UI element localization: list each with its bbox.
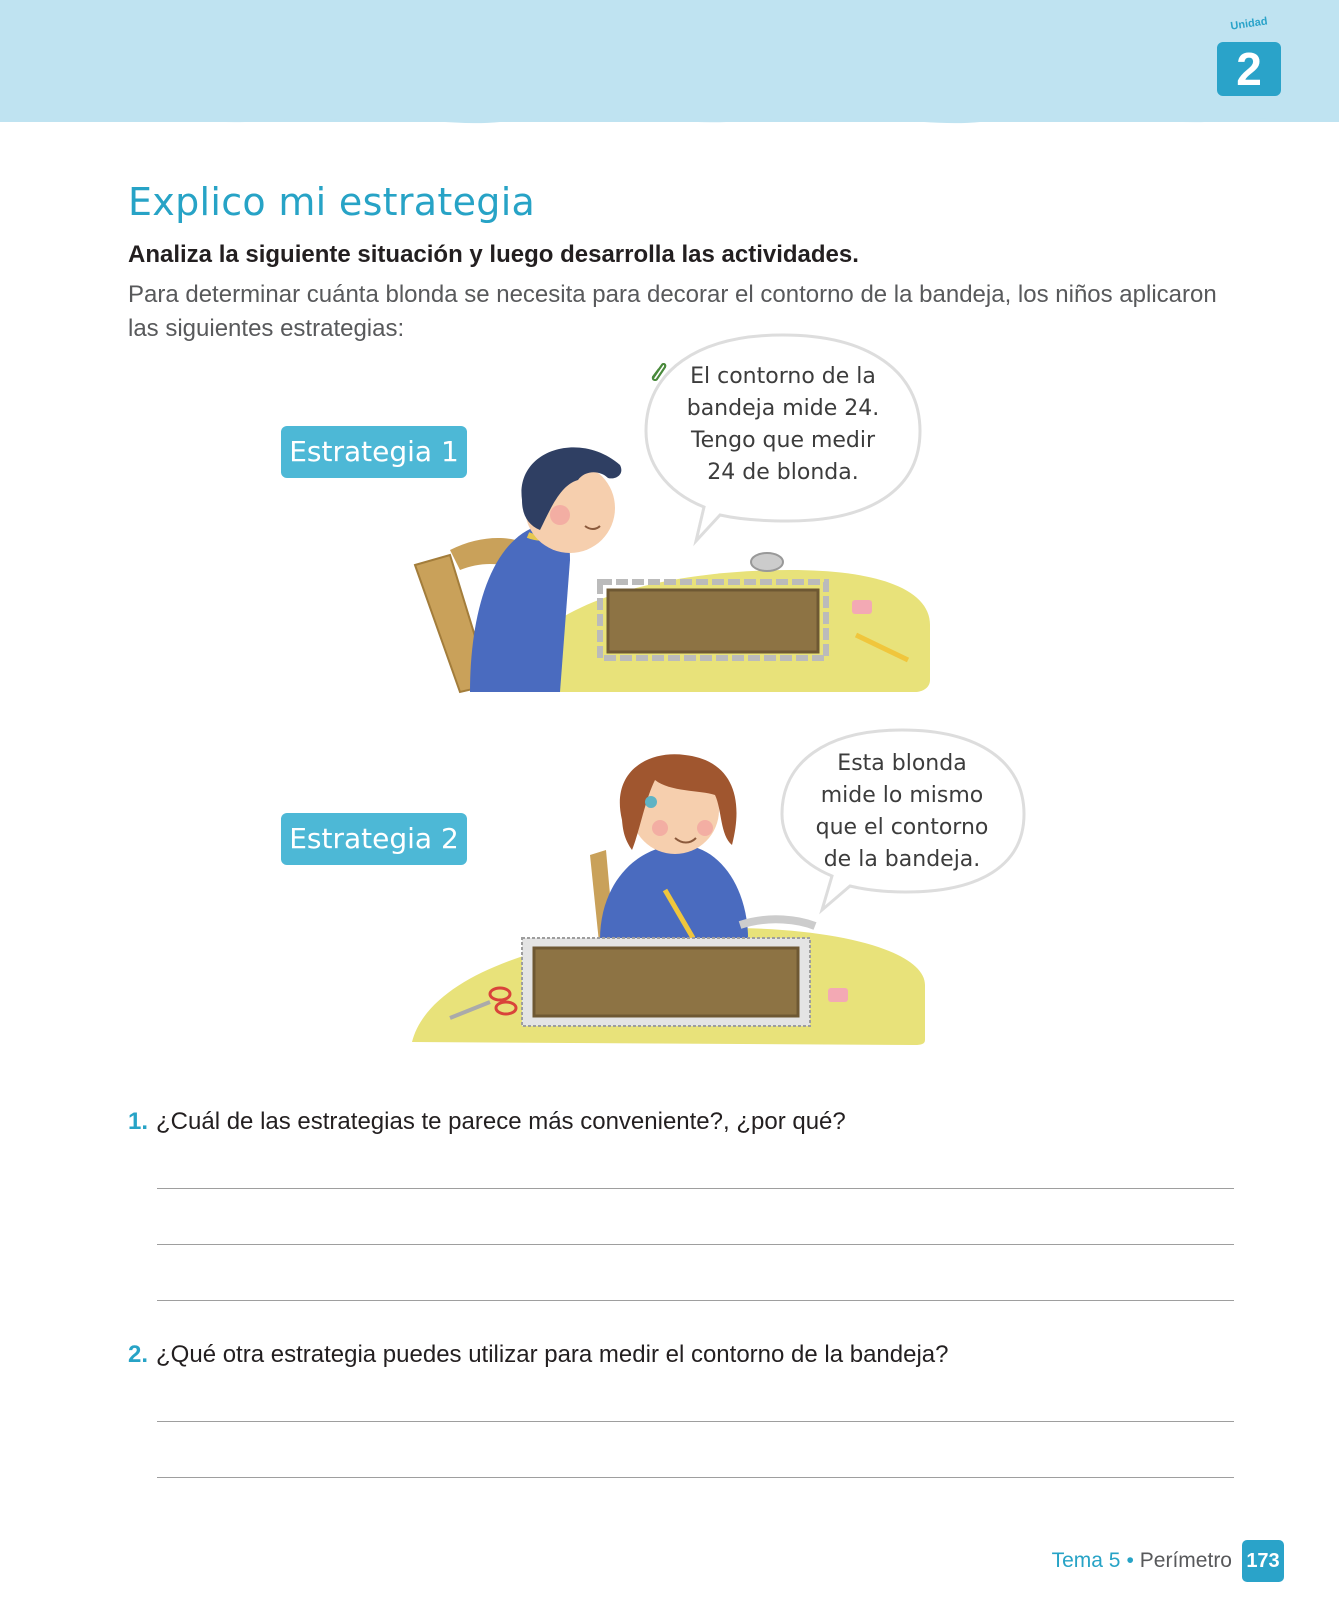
strategy-1-badge: Estrategia 1 <box>281 426 467 478</box>
unit-label: Unidad <box>1229 15 1269 33</box>
question-2 <box>128 1341 949 1369</box>
section-title: Explico mi estrategia <box>128 180 536 224</box>
question-1-text: ¿Cuál de las estrategias te parece más conveniente?, ¿por qué? <box>156 1108 846 1135</box>
footer-title: Perímetro <box>1139 1549 1232 1572</box>
answer-line-1b[interactable] <box>157 1244 1234 1245</box>
bubble-1-line-2-end: . <box>872 396 880 421</box>
answer-line-1a[interactable] <box>157 1188 1234 1189</box>
intro-paragraph: Para determinar cuánta blonda se necesita para decorar el contorno de la bandeja, los niños aplicaron las siguientes estrategias: <box>128 281 1217 342</box>
unit-tab <box>1214 12 1284 98</box>
strategy-2-badge: Estrategia 2 <box>281 813 467 865</box>
footer-topic: Tema 5 <box>1051 1549 1121 1572</box>
paper-clip-icon <box>648 361 668 383</box>
question-1 <box>128 1108 846 1136</box>
speech-bubble-strategy-2 <box>774 726 1030 916</box>
instruction-text: Analiza la siguiente situación y luego desarrolla las actividades. <box>128 241 859 268</box>
answer-line-2a[interactable] <box>157 1421 1234 1422</box>
bubble-2-line-4: de la bandeja. <box>823 847 981 872</box>
question-1-number: 1. <box>128 1108 149 1135</box>
speech-bubble-strategy-1 <box>638 331 928 547</box>
top-band <box>0 0 1339 122</box>
bubble-1-line-1: El contorno de la <box>690 364 876 389</box>
bubble-2-line-2: mide lo mismo <box>820 783 984 808</box>
question-2-number: 2. <box>128 1341 149 1368</box>
page-footer <box>1052 1540 1284 1582</box>
bubble-1-line-3: Tengo que medir <box>690 428 876 453</box>
bubble-2-line-3: que el contorno <box>815 815 989 840</box>
torn-edge <box>0 110 1339 130</box>
bubble-1-line-2: bandeja mide 24 <box>686 396 873 421</box>
answer-line-2b[interactable] <box>157 1477 1234 1478</box>
footer-separator: • <box>1126 1549 1134 1572</box>
question-2-text: ¿Qué otra estrategia puedes utilizar para medir el contorno de la bandeja? <box>156 1341 949 1368</box>
answer-line-1c[interactable] <box>157 1300 1234 1301</box>
unit-number: 2 <box>1217 42 1281 96</box>
bubble-2-line-1: Esta blonda <box>837 751 967 776</box>
page-number: 173 <box>1242 1540 1284 1582</box>
bubble-1-line-4-end: de blonda. <box>735 460 859 485</box>
bubble-1-line-4: 24 <box>707 460 736 485</box>
